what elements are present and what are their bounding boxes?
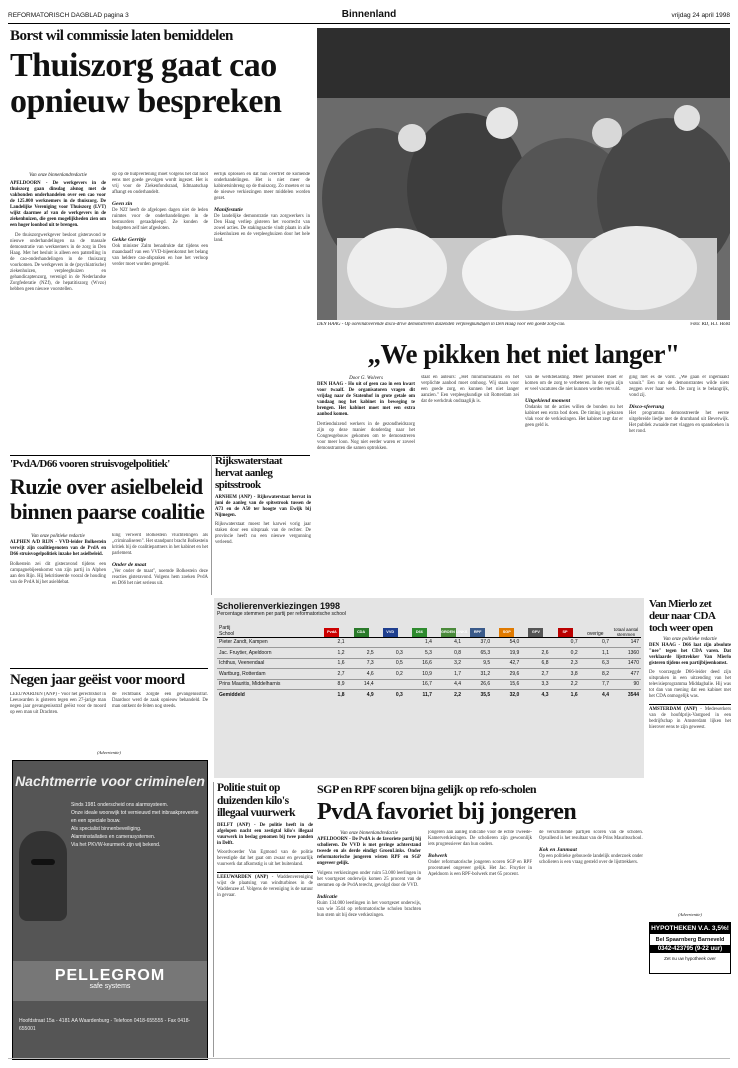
thuiszorg-kicker: Borst wil commissie laten bemiddelen [10, 28, 233, 44]
table-cell: 0,5 [376, 658, 405, 669]
ruzie-kicker-box [10, 458, 208, 472]
ad-bullet: Als specialist binnenbeveiliging. [71, 826, 142, 832]
ad-logo-band [13, 961, 207, 1001]
table-cell: 3,8 [550, 669, 579, 680]
table-cell [521, 637, 550, 648]
table-cell: 0,2 [550, 648, 579, 659]
subheading: Indicatie [317, 894, 338, 900]
table-header-row [217, 617, 641, 637]
scholieren-table-box [214, 598, 644, 778]
school-name: Jac. Fruytier, Apeldoorn [217, 648, 317, 659]
table-cell: 29,6 [492, 669, 521, 680]
table-cell: 4,1 [434, 637, 463, 648]
party-header [347, 617, 376, 637]
masthead-left: REFORMATORISCH DAGBLAD pagina 3 [8, 12, 129, 19]
table-cell [376, 679, 405, 690]
table-cell [376, 637, 405, 648]
table-cell: 0,2 [376, 669, 405, 680]
thuiszorg-kicker-box [10, 28, 310, 48]
article-body: Op een politieke gebouwde landelijk onderzoek onder scholieren is een vraag gesteld over de lijsttrekkers. [539, 854, 643, 865]
masthead-date: vrijdag 24 april 1998 [671, 12, 730, 19]
article-body: eerlijk oplossen en dat hun overtref de komende onderhandelingen. Het is niet meer de kabinetsinbreng op de thuiszorg. Zo moeten er na de nieuwe verkiezingen meer middelen worden gezet. [214, 172, 310, 201]
ad-label: (Advertentie) [678, 912, 702, 917]
article-body: Ruim 134.000 leerlingen in het voortgezet onderwijs, van wie 3544 op reformatorische scholen brachten hun stem uit bij deze verkiezingen. [317, 901, 421, 918]
table-cell: 19,9 [492, 648, 521, 659]
table-cell: 4,4 [602, 692, 609, 698]
pikken-headline: „We pikken het niet langer" [367, 339, 680, 369]
party-header [521, 617, 550, 637]
article-body: Woordvoerder Van Egmond van de politie bevestigde dat het gaat om zwaar en gevaarlijk vuurwerk dat afkomstig is uit het buitenland. [217, 849, 313, 867]
masthead [8, 8, 730, 24]
article-body: De NZf heeft de afgelopen dagen niet de leden ruimtes voor de onderhandelingen in de bestuurders geraadpleegd. Ze konden de budgetten zelf niet afgesloten. [112, 208, 208, 231]
party-logo-6: SGP [499, 628, 514, 637]
masked-figure-icon [19, 831, 67, 921]
party-logo-1: CDA [354, 628, 369, 637]
table-cell: 32,0 [509, 692, 520, 698]
table-cell: 1,6 [570, 692, 578, 698]
school-name: Wartburg, Rotterdam [217, 669, 317, 680]
table-cell: 4,6 [347, 669, 376, 680]
byline: Van onze binnenlandredactie [29, 173, 87, 178]
party-header [434, 617, 468, 637]
table-cell: 35,5 [480, 692, 491, 698]
table-row [217, 658, 641, 669]
subheading: Disco-sfeerung [629, 404, 665, 410]
school-name: Gemiddeld [219, 692, 245, 698]
divider [649, 704, 731, 705]
ad-title: HYPOTHEKEN V.A. 3,5%! [651, 925, 729, 932]
page-footer-rule [8, 1058, 730, 1062]
thuiszorg-col2 [112, 172, 208, 452]
ad-bullet: Via het PKVW-keurmerk zijn wij bekend. [71, 842, 161, 848]
party-logo-9: overige [587, 630, 604, 637]
article-body: Ook minister Zalm benadrukte dat tijdens een maandaadf van een VVD-bijeenkomst het belang van heldere cao-afspraken en hoe het verloop verder moet worden geregeld. [112, 244, 208, 267]
table-cell: 8,9 [317, 679, 346, 690]
article-lead: ARNHEM (ANP) - Rijkswaterstaat hervat in juni de aanleg van de spitsstrook tussen de A73 en de A50 ter hoogte van Ewijk bij Nijmegen. [215, 495, 311, 518]
subheading: Manifestatie [214, 207, 243, 213]
party-header [405, 617, 434, 637]
table-row [217, 690, 641, 701]
table-cell: 5,3 [405, 648, 434, 659]
table-cell: 1,1 [580, 648, 611, 659]
subheading: Uitgekiend moment [525, 398, 571, 404]
ad-bullet: Onze ideale woonwijk tot vernieuwd met inbraakpreventie en een speciale bouw. [71, 810, 199, 824]
article-body: van de werkbelasting. Meer personeel moet er komen om de zorg te verbeteren. In de regio zijn er veel vacatures die niet kunnen worden vervuld. [525, 375, 623, 392]
party-logo-5: RPF [470, 628, 485, 637]
total-cell: 1360 [611, 648, 641, 659]
table-cell: 2,3 [550, 658, 579, 669]
thuiszorg-headline-box [10, 48, 310, 124]
table-cell: 6,3 [580, 658, 611, 669]
ad-title: Nachtmerrie voor criminelen [15, 773, 205, 789]
table-title: Scholierenverkiezingen 1998 [217, 601, 341, 611]
total-cell: 1470 [611, 658, 641, 669]
pellegrom-ad[interactable] [12, 760, 208, 1060]
table-cell: 1,2 [317, 648, 346, 659]
pikken-col4 [629, 375, 729, 575]
subheading: Gekke Gerritje [112, 237, 147, 243]
table-cell: 0,7 [580, 637, 611, 648]
vanmierlo-headline: Van Mierlo zet deur naar CDA toch weer open [649, 598, 715, 634]
table-cell: 2,2 [550, 679, 579, 690]
table-cell: 3,3 [521, 679, 550, 690]
table-cell: 4,3 [541, 692, 549, 698]
table-cell [347, 637, 376, 648]
article-body: op op de hulpverlening moet volgens het dat noot eens met goede gevolgen wordt ingezet. Het is vrij voor de Ziekenfondsraad, lidmaatschap afhangt en onderhandelt. [112, 172, 208, 195]
article-body: Volgens verkiezingen onder ruim 53.000 leerlingen in het voortgezet onderwijs komen 25 procent van de stemmen op de PvdA terecht, gevolgd door de VVD. [317, 871, 421, 888]
sgp-kicker-box [317, 782, 645, 796]
article-body: ging met es de vorst. „We gaan er ingemaakt vanuit." Een van de demonstrantes wilde niets zeggen over haar werk. De zorg is te belangrijk, vond zij. [629, 375, 729, 398]
table-row [217, 679, 641, 690]
table-cell: 14,4 [347, 679, 376, 690]
school-name: Ichthus, Veenendaal [217, 658, 317, 669]
table-cell: 7,3 [347, 658, 376, 669]
company-address: Hoofdstraat 15a - 4181 AA Waardenburg - Telefoon 0418-655555 - Fax 0418-655001 [19, 1018, 191, 1032]
article-body: staat en auteurs: „Het minimumsalaris en het verplichte aanbod moet omhoog. Wij staan voor een goede zorg, en kunnen het niet langer aanzien." Een verpleegkundige uit Rotterdam zei dat de werkdruk ondraaglijk is. [421, 375, 519, 404]
sgp-col2 [428, 830, 532, 1055]
scholieren-table [217, 617, 641, 700]
article-body: Onder reformatorische jongeren scoren SGP en RPF procentueel ongeveer gelijk. Het Jac. Fruytier in Apeldoorn is een RPF-bolwerk met 65 procent. [428, 860, 532, 877]
party-header [492, 617, 521, 637]
sgp-col3 [539, 830, 643, 1055]
pikken-col3 [525, 375, 623, 575]
article-lead: LEEUWARDEN (ANP) - Voor het gerechtshof in Leeuwarden is gisteren tegen een 27-jarige man negen jaar gevangenisstraf geëist voor de moord op een man uit Drachten. [10, 692, 106, 715]
ad-bullet: Sinds 1981 onderscheid ons alarmsysteem. [71, 802, 168, 808]
table-cell: 4,9 [366, 692, 374, 698]
ad-subtitle: Bel Spaarnberg Barneveld [655, 937, 725, 943]
article-body: De landelijke demonstratie van zorgwerkers in Den Haag verliep gisteren het voorrecht van zowel acties. De stakingsactie vindt plaats in alle ziekenhuizen en de verpleeghuizen door het hele land. [214, 214, 310, 243]
party-logo-0: PvdA [324, 628, 339, 637]
table-corner [217, 617, 317, 637]
school-name: Prins Mauritis, Middelharnis [217, 679, 317, 690]
sgp-headline-box [317, 798, 645, 828]
ad-bullet-list [71, 801, 199, 849]
sgp-headline: PvdA favoriet bij jongeren [317, 799, 577, 825]
table-cell: 2,5 [347, 648, 376, 659]
party-label: Partij [219, 624, 231, 631]
article-body: Dertienduizend werkers in de gezondheidszorg zijn op deze manier donderdag naar het Congresgebouw gekomen om te demonstreren voor meer loon. Nog niet eerder waren er zoveel demonstranten die samen optrokken. [317, 422, 415, 451]
demonstration-photo [317, 28, 730, 320]
company-name: PELLEGROM [54, 967, 166, 984]
party-header [580, 617, 611, 637]
table-cell: 1,4 [405, 637, 434, 648]
table-cell: 37,0 [463, 637, 492, 648]
byline: Van onze politieke redactie [663, 637, 717, 642]
table-row [217, 637, 641, 648]
table-subtitle: Percentage stemmen per partij per reformatorische school [217, 611, 346, 617]
divider [10, 668, 208, 669]
rijkswater-headline: Rijkswaterstaat hervat aanleg spitsstrook [215, 455, 283, 491]
subheading: Geen zin [112, 201, 133, 207]
article-body: Rijkswaterstaat moest het karwei vorig jaar staken door een uitspraak van de rechter. De provincie heeft nu een nieuwe vergunning verleend. [215, 522, 311, 545]
article-lead: APELDOORN - De werkgevers in de thuiszorg gaan dinsdag alsnog met de vakbonden onderhandelen over een cao voor de 125.000 werknemers in de thuiszorg. De Landelijke Vereniging voor Thuiszorg (LVT) wijkt daarmee af van de werkgevers in de ziekenhuizen, die geen mogelijkheden zien om een hoger loonbod uit te brengen. [10, 181, 106, 228]
table-cell: 0,3 [376, 648, 405, 659]
ruzie-headline: Ruzie over asielbeleid binnen paarse coalitie [10, 474, 205, 524]
negen-col1 [10, 692, 106, 747]
table-cell: 9,5 [463, 658, 492, 669]
table-cell: 0,8 [434, 648, 463, 659]
party-header [463, 617, 492, 637]
subheading: Bolwerk [428, 853, 448, 859]
politie-headline: Politie stuit op duizenden kilo's illegaal vuurwerk [217, 782, 296, 819]
hypotheken-ad[interactable] [649, 922, 731, 974]
article-body: Het programma demonstreerde het eerste uitgebreide liedje met de drumband uit Beverwijk. Het publiek zwaaide met vlaggen en spandoeken in het rond. [629, 411, 729, 434]
table-cell: 8,2 [580, 669, 611, 680]
table-cell: 0,7 [550, 637, 579, 648]
table-cell: 1,6 [317, 658, 346, 669]
article-body: „Ver onder de maat", noemde Bolkestein deze reacties gisteravond. Volgens hem zoeken PvdA en D66 het niet serieus uit. [112, 569, 208, 586]
article-lead: DEN HAAG - Ho uit of geen cao in een kwart voor twaalf. De organisatoren vragen dit vrijdag naar de Statenhof in grote getale om vandaag nog het kabinet in beweging te brengen. Het kabinet moet met een extra aanbod komen. [317, 382, 415, 417]
table-cell: 11,7 [422, 692, 432, 698]
table-cell: 54,0 [492, 637, 521, 648]
rijkswater-article [211, 455, 311, 595]
sgp-col1 [317, 830, 421, 1055]
ad-bullet: Alarminstallaties en camerasystemen. [71, 834, 156, 840]
thuiszorg-headline: Thuiszorg gaat cao opnieuw bespreken [10, 48, 282, 120]
table-cell: 6,8 [521, 658, 550, 669]
party-logo-7: GPV [528, 628, 543, 637]
crowd-illustration [317, 28, 730, 320]
article-body: de verschillende partijen scoren van de scholen. Opvallend is het resultaat van de Prins Mauritsschool. [539, 830, 643, 841]
divider [217, 872, 313, 873]
table-cell: 2,7 [521, 669, 550, 680]
total-cell: 477 [611, 669, 641, 680]
pikken-col2 [421, 375, 519, 575]
article-lead: APELDOORN - De PvdA is de favoriete partij bij scholieren. De VVD is met geringe achterstand tweede en als derde eindigt GroenLinks. Onder reformatorische jongeren wisten RPF en SGP ongeveer gelijk. [317, 837, 421, 866]
dateline: AMSTERDAM (ANP) [649, 707, 698, 712]
table-cell: 16,7 [405, 679, 434, 690]
photo-caption-row [317, 322, 730, 332]
party-header [376, 617, 405, 637]
ad-label: (Advertentie) [97, 750, 121, 755]
ruzie-col2 [112, 533, 208, 665]
pikken-headline-box [317, 338, 730, 372]
article-body: jongeren aan aanleg indicatie voor de echte Tweede-Kamerverkiezingen. De scholieren zijn gewoonlijk iets progressiever dan hun ouders. [428, 830, 532, 847]
party-logo-2: VVD [383, 628, 398, 637]
negen-headline-box [10, 672, 208, 690]
ruzie-col1 [10, 533, 106, 665]
total-header: totaal aantal stemmen [611, 617, 641, 637]
ad-footer: Zet nu uw hypotheek over [664, 956, 716, 961]
ad-phone: 0342-423795 (9-22 uur) [650, 945, 730, 953]
party-logo-8: SP [558, 628, 573, 637]
table-cell: 7,7 [580, 679, 611, 690]
table-cell: 16,6 [405, 658, 434, 669]
article-body: De voorzeggde D66-leider deed zijn uitspraken in een uitzending van het televisieprogramma Middagbalie. Hij was tot dan van mening dat een kabinet met het CDA onmogelijk was. [649, 670, 731, 699]
table-cell: 3,2 [434, 658, 463, 669]
total-cell: 90 [611, 679, 641, 690]
party-logo-4: GROEN LINKS [441, 628, 456, 637]
thuiszorg-col3 [214, 172, 310, 452]
subheading: Onder de maat [112, 562, 147, 568]
politie-article: Politie stuit op duizenden kilo's illegaal vuurwerk DELFT (ANP) - De politie heeft in de afgelopen nacht een zestigtal kilo's illegaal vuurwerk in beslag genomen bij twee panden in Delft. Woordvoerder Van Egmond van de politie bevestigde dat het gaat om zwaar en gevaarlijk vuurwerk dat afkomstig is uit het buitenland. LEEUWARDEN (ANP) - Waddenvereniging wijst de plaatsing van windturbines in de Waddenzee af. Volgens de vereniging is de natuur in gevaar. [213, 782, 313, 1057]
total-cell: 147 [611, 637, 641, 648]
photo-credit: Foto: RD, H.J. Holst [690, 322, 730, 327]
article-body: de rechtbank zorgde een gevangenisstraf. Daardoor werd de zaak opnieuw behandeld. De man ontkent de feiten nog steeds. [112, 692, 208, 709]
article-body: Bolkestein zei dit gisteravond tijdens een campagnebijeenkomst van zijn partij in Alphen aan den Rijn. Hij bekritiseerde vooral de houding van de PvdA bij het asieldebat. [10, 562, 106, 585]
table-cell: 2,6 [521, 648, 550, 659]
table-cell: 0,3 [395, 692, 403, 698]
table-row [217, 648, 641, 659]
article-lead: DELFT (ANP) - De politie heeft in de afgelopen nacht een zestigtal kilo's illegaal vuurwerk in beslag genomen bij twee panden in Delft. [217, 822, 313, 846]
school-name: Pieter Zandt, Kampen [217, 637, 317, 648]
table-cell: 4,4 [434, 679, 463, 690]
party-header [550, 617, 579, 637]
school-label: School [219, 630, 235, 637]
company-tagline: safe systems [89, 983, 131, 990]
negen-headline: Negen jaar geëist voor moord [10, 672, 185, 688]
article-lead: ALPHEN A/D RIJN - VVD-leider Bolkestein verwijt zijn coalitiegenoten van de PvdA en D66 struisvogelpolitiek inzake het asielbeleid. [10, 540, 106, 557]
byline: Van onze politieke redactie [31, 534, 85, 539]
thuiszorg-col1 [10, 172, 106, 452]
party-header [317, 617, 346, 637]
table-cell: 1,8 [337, 692, 345, 698]
article-body: Ondanks tot de acties willen de bonden nu het kabinet een extra bod doen. De timing is gekozen vlak voor de verkiezingen. Het kabinet zegt dat er geen geld is. [525, 405, 623, 428]
byline: Van onze binnenlandredactie [340, 831, 398, 836]
pikken-col1 [317, 375, 415, 575]
table-cell: 2,7 [317, 669, 346, 680]
table-cell: 26,6 [463, 679, 492, 690]
subheading: Kok en Janmaat [539, 847, 577, 853]
table-cell: 65,3 [463, 648, 492, 659]
negen-col2 [112, 692, 208, 747]
article-body: king verwerd Bolkestein vluchtelingen als „criminaliseren". Het standpunt bracht Bolkestein kritiek bij de coalitiepartners in het kabinet en het parlement. [112, 533, 208, 556]
total-cell: 3544 [627, 692, 639, 698]
vanmierlo-article: Van Mierlo zet deur naar CDA toch weer open Van onze politieke redactie DEN HAAG - D66 laat zijn absolute "nee" tegen het CDA varen. Dat verklaarde lijsttrekker Van Mierlo gisteren tijdens een partijbijeenkomst. De voorzeggde D66-leider deed zijn uitspraken in een uitzending van het televisieprogramma Middagbalie. Hij was tot dan van mening dat een kabinet met het CDA onmogelijk was. AMSTERDAM (ANP) - Medewerkers van de hoofdprijs-Vastgoed in een bedrijfschap in Amsterdam lijken het hierover eens te zijn geweest. [649, 598, 731, 730]
photo-caption: DEN HAAG - Op ooreindoverende disco-drive demonstreren duizenden verpleegkundigen in Den Haag voor een goede zorg-cao. [317, 322, 566, 327]
table-cell: 42,7 [492, 658, 521, 669]
article-body: De thuiszorgwerkgever besloot gisteravond te nieuwe onderhandelingen na de massale demonstratie van werknemers in de zorg in Den Haag. Met het besluit is alleen een patstelling in de cao-onderhandelingen in de thuiszorg voorkomen. De werkgevers in de (psychiatrische) ziekenhuizen, verpleeghuizen en gehandicaptenzorg, verenigd in de Nederlandse Zorgfederatie (NZf), de hepatitiszorg (Wvzo) hebben geen nieuwe voorstellen. [10, 233, 106, 292]
ruzie-kicker: 'PvdA/D66 vooren struisvogelpolitiek' [10, 458, 170, 470]
table-row [217, 669, 641, 680]
byline: Door G. Wolvers [349, 376, 383, 381]
table-cell: 31,2 [463, 669, 492, 680]
party-logo-3: D66 [412, 628, 427, 637]
table-cell: 10,9 [405, 669, 434, 680]
table-cell: 15,6 [492, 679, 521, 690]
article-body: Medewerkers van de hoofdprijs-Vastgoed in een bedrijfschap in Amsterdam lijken het hierover eens te zijn geweest. [649, 707, 731, 730]
section-title: Binnenland [341, 9, 397, 20]
table-cell: 2,1 [317, 637, 346, 648]
table-cell: 2,2 [454, 692, 462, 698]
article-lead: DEN HAAG - D66 laat zijn absolute "nee" tegen het CDA varen. Dat verklaarde lijsttrekker Van Mierlo gisteren tijdens een partijbijeenkomst. [649, 643, 731, 666]
article-body: Waddenvereniging wijst de plaatsing van windturbines in de Waddenzee af. Volgens de vereniging is de natuur in gevaar. [217, 874, 313, 898]
table-cell: 1,7 [434, 669, 463, 680]
sgp-kicker: SGP en RPF scoren bijna gelijk op refo-scholen [317, 782, 537, 796]
ruzie-headline-box [10, 474, 208, 530]
dateline: LEEUWARDEN (ANP) [217, 874, 269, 880]
